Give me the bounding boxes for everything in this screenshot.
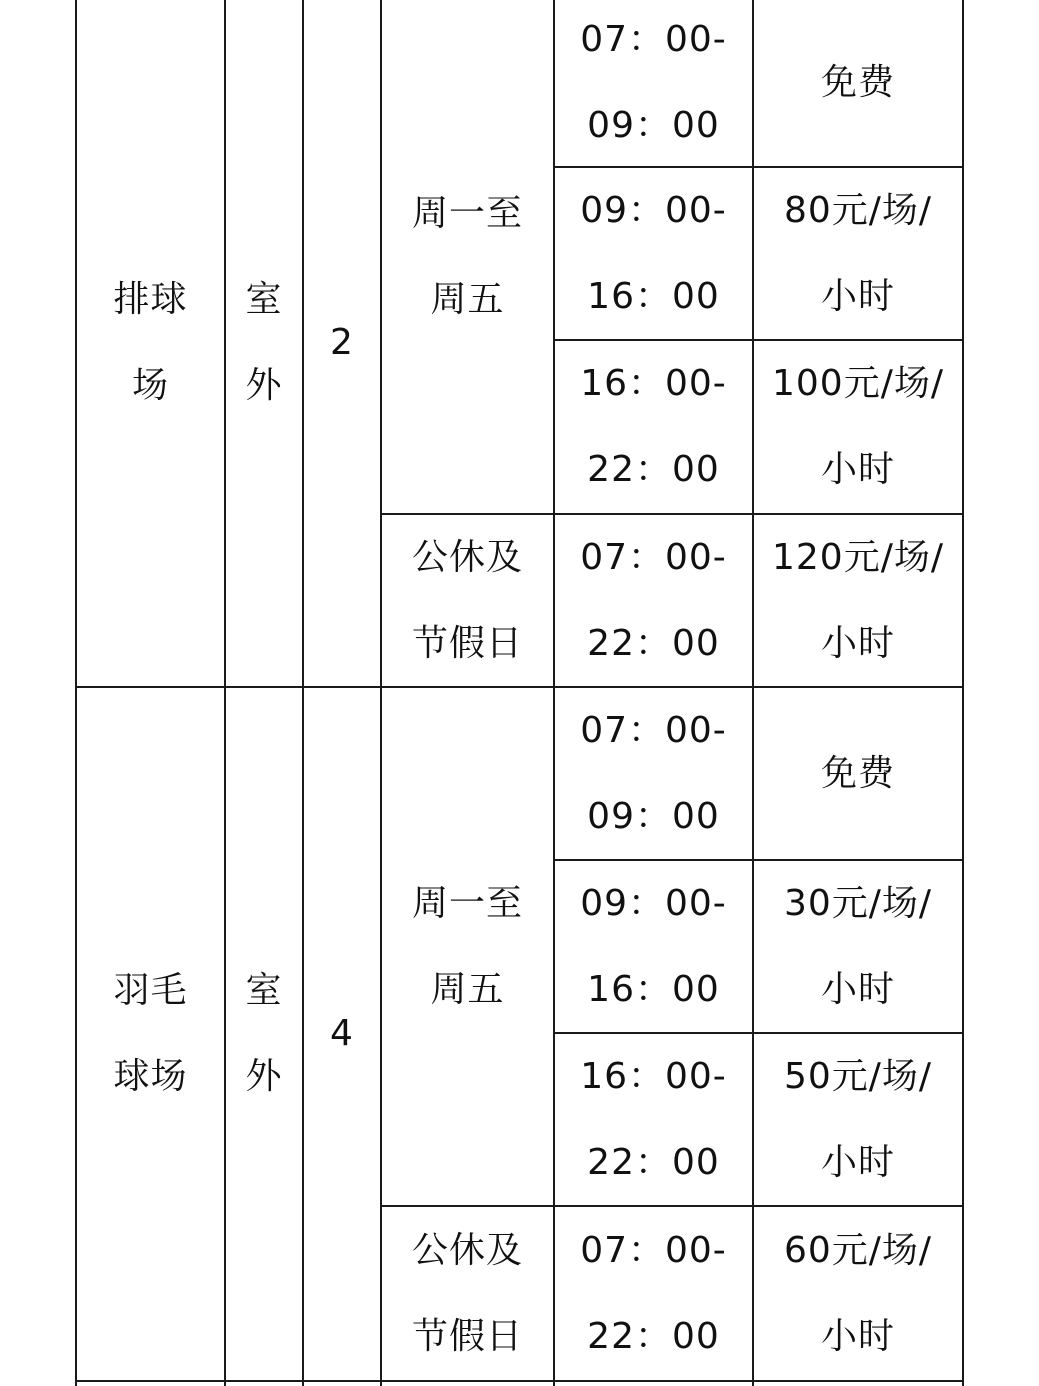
time-slot-cell: 16：00- 22：00 [580,363,727,490]
price-cell: 120元/场/ 小时 [772,536,944,664]
price-cell: 30元/场/ 小时 [783,882,933,1010]
price-cell: 80元/场/ 小时 [783,189,933,317]
time-slot-cell: 09：00- 16：00 [580,882,727,1010]
time-slot-cell: 07：00- 09：00 [580,19,727,146]
venue-name-cell: 排球 场 [113,279,188,406]
weekday-label-cell: 周一至 周五 [411,192,523,320]
price-cell: 100元/场/ 小时 [772,363,944,490]
court-count-cell: 4 [330,1013,354,1054]
weekday-label-cell: 周一至 周五 [411,882,523,1010]
price-cell: 50元/场/ 小时 [783,1055,933,1183]
price-cell: 免费 [820,62,895,103]
price-cell: 免费 [820,752,895,794]
holiday-label-cell: 公休及 节假日 [411,1229,523,1357]
time-slot-cell: 07：00- 09：00 [580,709,727,837]
venue-name-cell: 羽毛 球场 [113,970,188,1097]
location-cell: 室 外 [245,279,283,406]
time-slot-cell: 16：00- 22：00 [580,1055,727,1183]
time-slot-cell: 09：00- 16：00 [580,189,727,317]
holiday-label-cell: 公休及 节假日 [411,536,523,664]
price-cell: 60元/场/ 小时 [783,1229,933,1357]
table-border-bottom [75,1380,964,1382]
court-count-cell: 2 [330,322,354,363]
location-cell: 室 外 [245,970,283,1097]
table-border-right [962,0,964,1386]
time-slot-cell: 07：00- 22：00 [580,536,727,664]
time-slot-cell: 07：00- 22：00 [580,1229,727,1357]
